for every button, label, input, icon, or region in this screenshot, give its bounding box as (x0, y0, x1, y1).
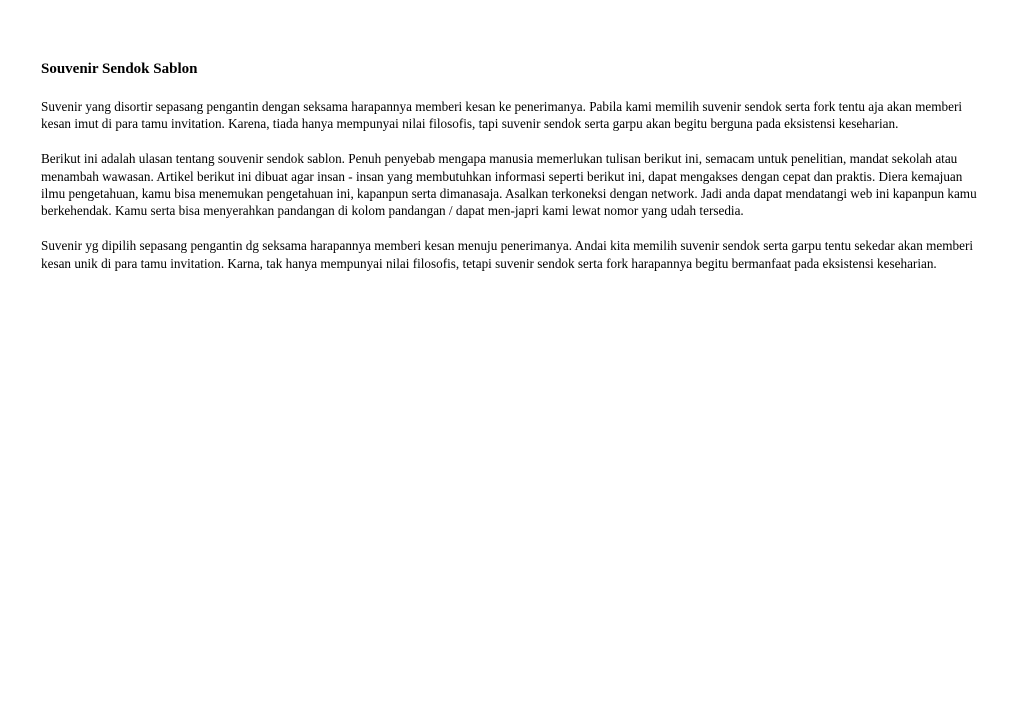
paragraph-1: Suvenir yang disortir sepasang pengantin dengan seksama harapannya memberi kesan ke penerimanya. Pabila kami memilih suvenir sendok serta fork tentu aja akan memberi kesan imut di para tamu invitation. Karena, tiada hanya mempunyai nilai filosofis, tapi suvenir sendok serta garpu akan begitu berguna pada eksistensi keseharian. (41, 99, 963, 132)
document-title: Souvenir Sendok Sablon (41, 61, 198, 77)
paragraph-3: Suvenir yg dipilih sepasang pengantin dg seksama harapannya memberi kesan menuju penerimanya. Andai kita memilih suvenir sendok serta garpu tentu sekedar akan memberi kesan unik di para tamu invitation. Karna, tak hanya mempunyai nilai filosofis, tetapi suvenir sendok serta fork harapannya begitu bermanfaat pada eksistensi keseharian. (41, 238, 974, 271)
paragraph-2: Berikut ini adalah ulasan tentang souvenir sendok sablon. Penuh penyebab mengapa manusia memerlukan tulisan berikut ini, semacam untuk penelitian, mandat sekolah atau menambah wawasan. Artikel berikut ini dibuat agar insan - insan yang membutuhkan informasi seperti berikut ini, dapat mengakses dengan cepat dan praktis. Diera kemajuan ilmu pengetahuan, kamu bisa menemukan pengetahuan ini, kapanpun serta dimanasaja. Asalkan terkoneksi dengan network. Jadi anda dapat mendatangi web ini kapanpun kamu berkehendak. Kamu serta bisa menyerahkan pandangan di kolom pandangan / dapat men-japri kami lewat nomor yang udah tersedia. (41, 151, 977, 219)
document-page (41, 58, 981, 289)
